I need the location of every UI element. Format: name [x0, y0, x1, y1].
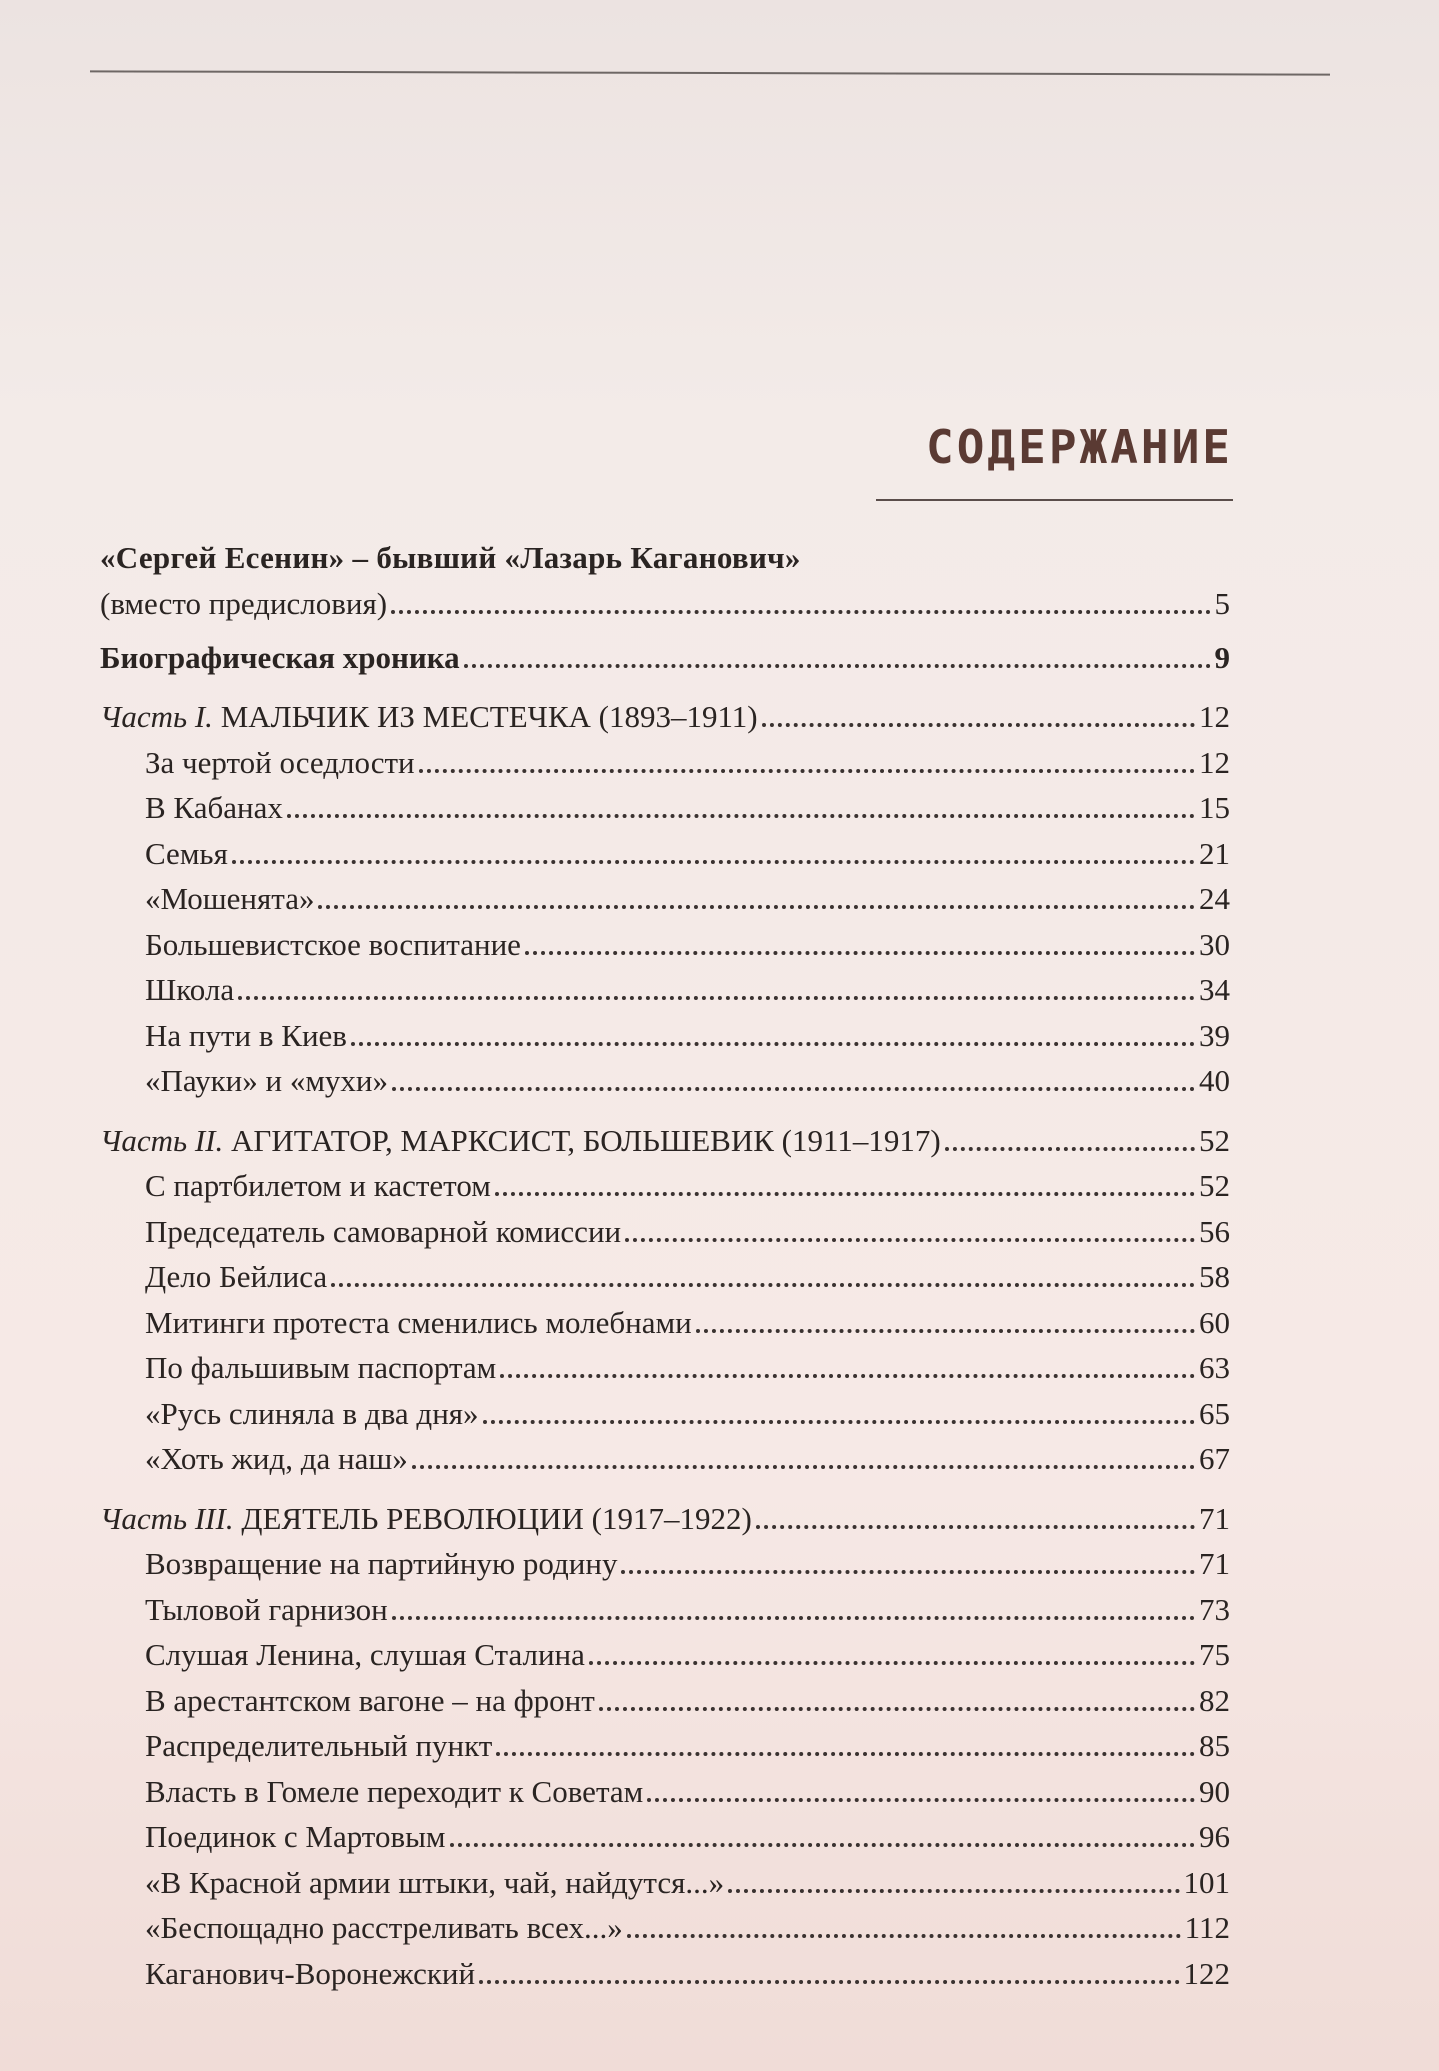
- toc-entry-label: (вместо предисловия): [100, 586, 388, 621]
- toc-entry-page: 40: [1199, 1063, 1230, 1098]
- toc-entry-label: С партбилетом и кастетом: [145, 1168, 491, 1203]
- toc-entry-label: По фальшивым паспортам: [145, 1350, 497, 1385]
- toc-entry-label: В арестантском вагоне – на фронт: [145, 1682, 595, 1718]
- toc-entry-page: 9: [1214, 639, 1230, 675]
- toc-chapter[interactable]: [100, 1587, 1230, 1633]
- toc-parts: [100, 694, 1230, 1996]
- toc-part-heading: [100, 1118, 941, 1164]
- toc-entry-page: 67: [1199, 1441, 1230, 1476]
- dot-leader: [392, 1081, 1195, 1091]
- toc-entry-page: 63: [1199, 1350, 1230, 1385]
- toc-part-3[interactable]: [100, 1496, 1230, 1542]
- toc-entry-page: 39: [1199, 1017, 1230, 1053]
- toc-entry-page: 24: [1199, 881, 1230, 916]
- dot-leader: [483, 1414, 1195, 1424]
- toc-chapter[interactable]: [100, 1905, 1230, 1951]
- toc-entry-label: «В Красной армии штыки, чай, найдутся...»: [145, 1864, 725, 1900]
- table-of-contents: [100, 535, 1230, 1996]
- toc-entry-page: 73: [1199, 1591, 1230, 1627]
- toc-part-heading: [100, 1496, 752, 1542]
- toc-entry-label: Тыловой гарнизон: [145, 1591, 388, 1627]
- toc-entry-page: 58: [1199, 1259, 1230, 1294]
- dot-leader: [232, 854, 1195, 864]
- toc-entry-label: Власть в Гомеле переходит к Советам: [145, 1773, 644, 1809]
- toc-entry-page: 65: [1199, 1395, 1230, 1431]
- toc-entry-page: 12: [1199, 744, 1230, 780]
- dot-leader: [287, 808, 1195, 818]
- toc-entry-page: 60: [1199, 1304, 1230, 1340]
- toc-entry-label: На пути в Киев: [145, 1017, 347, 1053]
- dot-leader: [625, 1232, 1195, 1242]
- toc-chapter[interactable]: [100, 967, 1230, 1013]
- toc-entry-label: Слушая Ленина, слушая Сталина: [145, 1637, 585, 1672]
- dot-leader: [412, 1459, 1195, 1469]
- toc-part-1[interactable]: [100, 694, 1230, 740]
- toc-chapter[interactable]: [100, 1951, 1230, 1997]
- toc-chapter[interactable]: [100, 1391, 1230, 1437]
- toc-entry-label: «Русь слиняла в два дня»: [145, 1395, 479, 1431]
- part-title: АГИТАТОР, МАРКСИСТ, БОЛЬШЕВИК (1911–1917): [231, 1122, 941, 1158]
- toc-entry-page: 122: [1183, 1955, 1230, 1991]
- dot-leader: [318, 899, 1195, 909]
- toc-entry-label: «Пауки» и «мухи»: [145, 1063, 389, 1098]
- toc-chapter[interactable]: [100, 785, 1230, 831]
- toc-entry-intro[interactable]: [100, 581, 1230, 627]
- toc-entry-page: 71: [1199, 1546, 1230, 1581]
- toc-chapter[interactable]: [100, 1163, 1230, 1209]
- dot-leader: [627, 1928, 1181, 1938]
- toc-entry-page: 21: [1199, 835, 1230, 871]
- toc-chapter[interactable]: [100, 1678, 1230, 1724]
- toc-entry-label: «Беспощадно расстреливать всех...»: [145, 1910, 623, 1945]
- dot-leader: [696, 1323, 1195, 1333]
- dot-leader: [331, 1277, 1195, 1287]
- dot-leader: [450, 1837, 1195, 1847]
- part-prefix: Часть III.: [100, 1500, 234, 1536]
- dot-leader: [479, 1974, 1179, 1984]
- toc-entry-chronicle[interactable]: [100, 635, 1230, 681]
- toc-entry-label: Дело Бейлиса: [145, 1259, 328, 1294]
- dot-leader: [762, 717, 1195, 727]
- part-prefix: Часть I.: [100, 699, 213, 734]
- toc-entry-page: 75: [1199, 1637, 1230, 1672]
- dot-leader: [945, 1141, 1195, 1151]
- part-title: МАЛЬЧИК ИЗ МЕСТЕЧКА (1893–1911): [220, 699, 758, 734]
- toc-entry-label: Большевистское воспитание: [145, 926, 521, 962]
- part-prefix: Часть II.: [100, 1122, 224, 1158]
- toc-chapter[interactable]: [100, 876, 1230, 922]
- toc-entry-label: За чертой оседлости: [145, 744, 415, 780]
- toc-entry-page: 52: [1199, 1168, 1230, 1203]
- dot-leader: [238, 990, 1195, 1000]
- toc-chapter[interactable]: [100, 831, 1230, 877]
- toc-entry-page: 90: [1199, 1773, 1230, 1809]
- title-underline: [876, 499, 1233, 501]
- toc-chapter[interactable]: [100, 922, 1230, 968]
- toc-chapter[interactable]: [100, 1254, 1230, 1300]
- toc-entry-page: 5: [1214, 586, 1230, 621]
- toc-chapter[interactable]: [100, 1769, 1230, 1815]
- dot-leader: [500, 1368, 1195, 1378]
- toc-entry-label: Каганович-Воронежский: [145, 1955, 476, 1991]
- dot-leader: [589, 1655, 1195, 1665]
- toc-chapter[interactable]: [100, 740, 1230, 786]
- toc-entry-page: 71: [1199, 1500, 1230, 1536]
- toc-entry-page: 30: [1199, 926, 1230, 962]
- toc-chapter[interactable]: [100, 1860, 1230, 1906]
- toc-entry-label: «Мошенята»: [145, 881, 315, 916]
- dot-leader: [599, 1701, 1195, 1711]
- toc-entry-label: Митинги протеста сменились молебнами: [145, 1304, 692, 1340]
- page-title: СОДЕРЖАНИЕ: [926, 420, 1233, 474]
- toc-chapter[interactable]: [100, 1300, 1230, 1346]
- toc-chapter[interactable]: [100, 1345, 1230, 1391]
- toc-entry-label: Поединок с Мартовым: [145, 1819, 446, 1854]
- toc-entry-page: 12: [1199, 699, 1230, 734]
- toc-entry-label: Распределительный пункт: [145, 1728, 493, 1763]
- toc-chapter[interactable]: [100, 1013, 1230, 1059]
- toc-entry-label: В Кабанах: [145, 790, 283, 825]
- toc-entry-page: 15: [1199, 790, 1230, 825]
- toc-entry-page: 52: [1199, 1122, 1230, 1158]
- dot-leader: [728, 1883, 1179, 1893]
- dot-leader: [756, 1519, 1195, 1529]
- toc-entry-label: Возвращение на партийную родину: [145, 1546, 618, 1581]
- dot-leader: [351, 1036, 1195, 1046]
- dot-leader: [647, 1792, 1195, 1802]
- toc-entry-page: 56: [1199, 1213, 1230, 1249]
- toc-part-heading: [100, 694, 758, 740]
- toc-part-2[interactable]: [100, 1118, 1230, 1164]
- dot-leader: [495, 1186, 1195, 1196]
- toc-entry-label: «Хоть жид, да наш»: [145, 1441, 408, 1476]
- toc-entry-page: 82: [1199, 1682, 1230, 1718]
- toc-entry-label: Школа: [145, 972, 235, 1007]
- dot-leader: [525, 945, 1195, 955]
- part-title: ДЕЯТЕЛЬ РЕВОЛЮЦИИ (1917–1922): [241, 1500, 752, 1536]
- dot-leader: [392, 1610, 1195, 1620]
- intro-title: «Сергей Есенин» – бывший «Лазарь Каганович»: [100, 540, 801, 575]
- toc-chapter[interactable]: [100, 1058, 1230, 1104]
- toc-entry-page: 85: [1199, 1728, 1230, 1763]
- dot-leader: [621, 1564, 1195, 1574]
- toc-entry-label: Семья: [145, 835, 228, 871]
- toc-chapter[interactable]: [100, 1541, 1230, 1587]
- dot-leader: [419, 763, 1195, 773]
- toc-chapter[interactable]: [100, 1723, 1230, 1769]
- toc-entry-label: Биографическая хроника: [100, 639, 460, 675]
- toc-chapter[interactable]: [100, 1436, 1230, 1482]
- toc-entry-page: 101: [1183, 1864, 1230, 1900]
- toc-entry-label: Председатель самоварной комиссии: [145, 1213, 622, 1249]
- dot-leader: [464, 658, 1211, 668]
- toc-chapter[interactable]: [100, 1814, 1230, 1860]
- toc-entry-page: 112: [1184, 1910, 1230, 1945]
- dot-leader: [391, 604, 1210, 614]
- toc-chapter[interactable]: [100, 1632, 1230, 1678]
- toc-entry-page: 34: [1199, 972, 1230, 1007]
- dot-leader: [496, 1746, 1195, 1756]
- toc-chapter[interactable]: [100, 1209, 1230, 1255]
- toc-entry-page: 96: [1199, 1819, 1230, 1854]
